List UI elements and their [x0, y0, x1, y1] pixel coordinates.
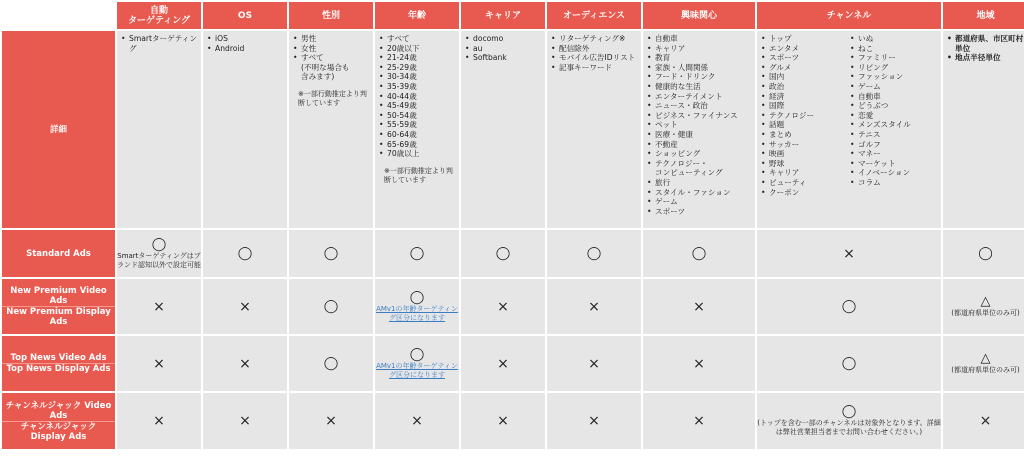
note: (都道府県単位のみ可) [951, 309, 1020, 317]
list-item: • Softbank [473, 53, 542, 63]
list-item: • 65-69歳 [387, 140, 456, 150]
detail-gender [289, 31, 373, 228]
cell [461, 336, 545, 391]
list-item: • ゲーム [858, 82, 938, 92]
header-interest: 興味関心 [643, 2, 755, 29]
triangle-icon: △ [980, 294, 991, 309]
list-item: • 記事キーワード [559, 63, 638, 73]
circle-icon: ◯ [409, 245, 425, 261]
label-display: Top News Display Ads [6, 364, 111, 374]
list-item: • スポーツ [655, 207, 752, 217]
header-row [2, 2, 1024, 29]
list-item: • ゴルフ [858, 140, 938, 150]
list-item: • 健康的な生活 [655, 82, 752, 92]
detail-os [203, 31, 287, 228]
cell [643, 336, 755, 391]
cross-icon: × [497, 355, 509, 372]
circle-icon: ◯ [691, 245, 707, 261]
list-item: • 恋愛 [858, 111, 938, 121]
age-note-link[interactable]: AMv1の年齢ターゲティング区分になります [376, 304, 458, 322]
cross-icon: × [325, 413, 337, 429]
list-item: • リビング [858, 63, 938, 73]
list-item: • 教育 [655, 53, 752, 63]
list-item: • 政治 [769, 82, 849, 92]
list-item: • リターゲティング※ [559, 34, 638, 44]
list-item: • 不動産 [655, 140, 752, 150]
detail-auto [117, 31, 201, 228]
label-video: New Premium Video Ads [10, 286, 107, 306]
circle-icon: ◯ [323, 245, 339, 261]
header-auto: 自動 ターゲティング [117, 2, 201, 29]
cell [943, 336, 1024, 391]
list-item: • 家族・人間関係 [655, 63, 752, 73]
label-video: Top News Video Ads [10, 353, 107, 363]
list-item: • 21-24歳 [387, 53, 456, 63]
list-item: • 男性 [301, 34, 370, 44]
cross-icon: × [693, 298, 705, 315]
list-item: • すべて (不明な場合も 含みます) [301, 53, 370, 82]
list-item: • 配信除外 [559, 44, 638, 54]
cross-icon: × [411, 413, 423, 429]
list-item: • Android [215, 44, 284, 54]
label-display: チャンネルジャック Display Ads [20, 421, 97, 442]
cell [203, 393, 287, 449]
header-gender: 性別 [289, 2, 373, 29]
detail-age [375, 31, 459, 228]
list-item: • ゲーム [655, 197, 752, 207]
detail-region [943, 31, 1024, 228]
header-age: 年齢 [375, 2, 459, 29]
cell [943, 230, 1024, 277]
row-label-channel [2, 393, 115, 449]
list-item: • クーポン [769, 188, 849, 198]
cell [289, 393, 373, 449]
circle-icon: ◯ [237, 245, 253, 261]
header-region: 地域 [943, 2, 1024, 29]
cross-icon: × [497, 413, 509, 429]
list-item: • エンターテイメント [655, 92, 752, 102]
list-item: • いぬ [858, 34, 938, 44]
cell [289, 336, 373, 391]
list-item: • docomo [473, 34, 542, 44]
circle-icon: ◯ [323, 355, 339, 371]
cross-icon: × [693, 413, 705, 429]
list-item: • 旅行 [655, 178, 752, 188]
list-item: • テクノロジー・ コンピューティング [655, 159, 752, 178]
list-item: • テクノロジー [769, 111, 849, 121]
list-item: • ねこ [858, 44, 938, 54]
list-item: • 地点半径単位 [955, 53, 1024, 63]
row-standard [2, 230, 1024, 277]
cross-icon: × [979, 413, 992, 429]
circle-icon: ◯ [586, 245, 602, 261]
cell [757, 393, 941, 449]
list-item: • ニュース・政治 [655, 101, 752, 111]
cell [757, 279, 941, 334]
cell [461, 230, 545, 277]
label-display: New Premium Display Ads [6, 307, 111, 327]
cell [547, 393, 641, 449]
cell [203, 336, 287, 391]
list-item: • au [473, 44, 542, 54]
cross-icon: × [239, 355, 251, 372]
list-item: • 50-54歳 [387, 111, 456, 121]
cell [461, 279, 545, 334]
cell [117, 279, 201, 334]
list-item: • コラム [858, 178, 938, 188]
list-item: • 自動車 [655, 34, 752, 44]
triangle-icon: △ [980, 351, 991, 366]
list-item: • 映画 [769, 149, 849, 159]
list-item: • 45-49歳 [387, 101, 456, 111]
list-item: • イノベーション [858, 168, 938, 178]
list-item: • キャリア [655, 44, 752, 54]
list-item: • 25-29歳 [387, 63, 456, 73]
list-item: • 55-59歳 [387, 120, 456, 130]
list-item: • すべて [387, 34, 456, 44]
list-item: • 国内 [769, 72, 849, 82]
list-item: • ファミリー [858, 53, 938, 63]
list-item: • マネー [858, 149, 938, 159]
circle-icon: ◯ [151, 236, 167, 252]
list-item: • ペット [655, 120, 752, 130]
age-note-link[interactable]: AMv1の年齢ターゲティング区分になります [376, 361, 458, 379]
circle-icon: ◯ [841, 355, 857, 371]
cross-icon: × [588, 298, 600, 315]
cell [461, 393, 545, 449]
cell [289, 230, 373, 277]
list-item: • ファッション [858, 72, 938, 82]
row-premium [2, 279, 1024, 334]
cell [643, 393, 755, 449]
cell [375, 393, 459, 449]
circle-icon: ◯ [495, 245, 511, 261]
gender-note: ※一部行動推定より判断しています [298, 89, 367, 107]
cell [117, 336, 201, 391]
row-topnews [2, 336, 1024, 391]
detail-row [2, 31, 1024, 228]
cell [289, 279, 373, 334]
circle-icon: ◯ [409, 289, 425, 305]
list-item: • 都道府県、市区町村単位 [955, 34, 1024, 53]
list-item: • スタイル・ファション [655, 188, 752, 198]
list-item: • iOS [215, 34, 284, 44]
cross-icon: × [588, 355, 600, 372]
header-os: OS [203, 2, 287, 29]
list-item: • モバイル広告IDリスト [559, 53, 638, 63]
circle-icon: ◯ [841, 404, 857, 419]
detail-channel [757, 31, 941, 228]
cross-icon: × [153, 355, 165, 372]
row-label-premium [2, 279, 115, 334]
note: (都道府県単位のみ可) [951, 366, 1020, 374]
list-item: • 30-34歳 [387, 72, 456, 82]
circle-icon: ◯ [841, 298, 857, 314]
row-channel [2, 393, 1024, 449]
cell [943, 279, 1024, 334]
row-label-topnews [2, 336, 115, 391]
list-item: • 国際 [769, 101, 849, 111]
list-item: • 35-39歳 [387, 82, 456, 92]
list-item: • ビジネス・ファイナンス [655, 111, 752, 121]
cross-icon: × [497, 298, 509, 315]
cell [375, 336, 459, 391]
note: (トップを含む一部のチャンネルは対象外となります。詳細は弊社営業担当者までお問い合わせください。) [757, 419, 941, 436]
list-item: • Smartターゲティング [129, 34, 198, 53]
cross-icon: × [239, 413, 251, 429]
cross-icon: × [153, 298, 165, 315]
list-item: • サッカー [769, 140, 849, 150]
list-item: • ビューティ [769, 178, 849, 188]
note: Smartターゲティングはブランド認知以外で設定可能 [117, 251, 201, 269]
list-item: • マーケット [858, 159, 938, 169]
cross-icon: × [153, 413, 165, 429]
list-item: • 女性 [301, 44, 370, 54]
header-audience: オーディエンス [547, 2, 641, 29]
list-item: • まとめ [769, 130, 849, 140]
cell [643, 230, 755, 277]
list-item: • 経済 [769, 92, 849, 102]
cross-icon: × [693, 355, 705, 372]
age-note: ※一部行動推定より判断しています [384, 166, 453, 184]
detail-carrier [461, 31, 545, 228]
list-item: • 自動車 [858, 92, 938, 102]
cell [547, 230, 641, 277]
cell [547, 336, 641, 391]
list-item: • エンタメ [769, 44, 849, 54]
cell [943, 393, 1024, 449]
list-item: • メンズスタイル [858, 120, 938, 130]
cell [757, 336, 941, 391]
circle-icon: ◯ [323, 298, 339, 314]
cell [117, 393, 201, 449]
circle-icon: ◯ [409, 346, 425, 362]
list-item: • 70歳以上 [387, 149, 456, 159]
list-item: • 医療・健康 [655, 130, 752, 140]
list-item: • キャリア [769, 168, 849, 178]
list-item: • ショッピング [655, 149, 752, 159]
cell [643, 279, 755, 334]
detail-interest [643, 31, 755, 228]
cross-icon: × [239, 298, 251, 315]
corner-cell [2, 2, 115, 29]
cell [375, 279, 459, 334]
list-item: • 40-44歳 [387, 92, 456, 102]
list-item: • フード・ドリンク [655, 72, 752, 82]
cross-icon: × [588, 413, 600, 429]
cell [203, 230, 287, 277]
list-item: • どうぶつ [858, 101, 938, 111]
row-label-standard: Standard Ads [2, 230, 115, 277]
list-item: • 野球 [769, 159, 849, 169]
cell [117, 230, 201, 277]
label-video: チャンネルジャック Video Ads [5, 400, 112, 421]
list-item: • トップ [769, 34, 849, 44]
cell [203, 279, 287, 334]
header-channel: チャンネル [757, 2, 941, 29]
cell [547, 279, 641, 334]
list-item: • テニス [858, 130, 938, 140]
list-item: • スポーツ [769, 53, 849, 63]
list-item: • グルメ [769, 63, 849, 73]
list-item: • 話題 [769, 120, 849, 130]
cell [375, 230, 459, 277]
circle-icon: ◯ [978, 245, 993, 261]
header-carrier: キャリア [461, 2, 545, 29]
cross-icon: × [843, 245, 855, 262]
list-item: • 60-64歳 [387, 130, 456, 140]
detail-audience [547, 31, 641, 228]
cell [757, 230, 941, 277]
list-item: • 20歳以下 [387, 44, 456, 54]
detail-label: 詳細 [2, 31, 115, 228]
